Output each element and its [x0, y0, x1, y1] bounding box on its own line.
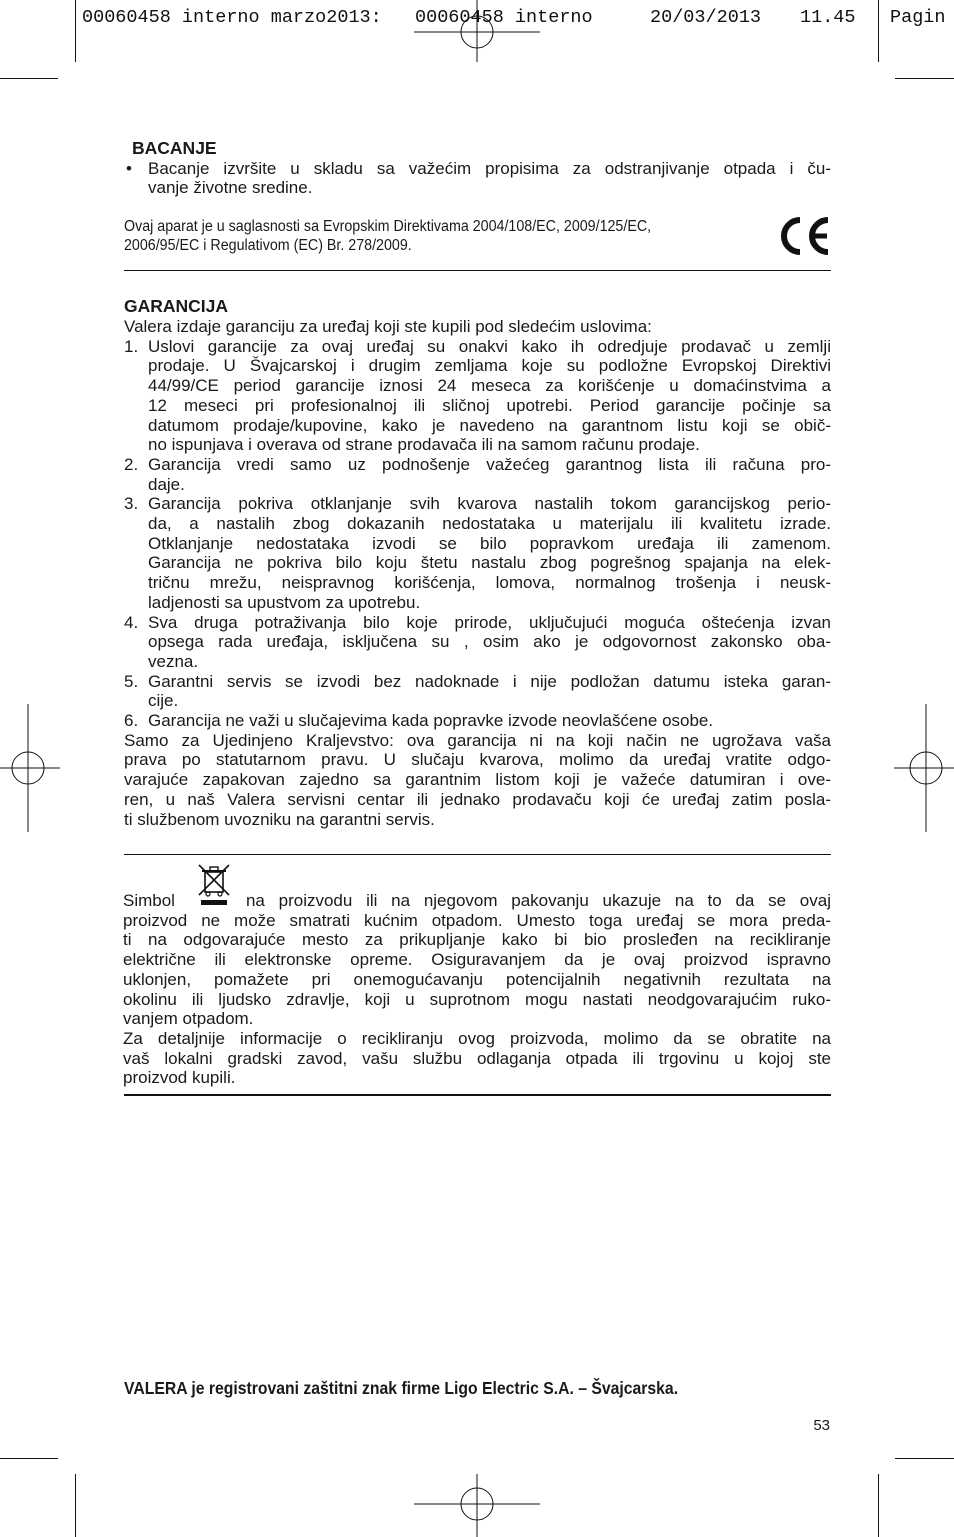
weee-first-line — [123, 891, 831, 911]
weee-section — [123, 891, 831, 1088]
text-line: datumom prodaje/kupovine, kako je navedeno na garantnom listu koji se obič- — [148, 415, 831, 435]
text-line: okolinu ili ljudsko zdravlje, koji u suprotnom mogu nastati neodgovarajućim ruko- — [123, 989, 831, 1009]
disposal-text-line: vanje životne sredine. — [148, 178, 313, 198]
weee-info-paragraph — [123, 1029, 831, 1088]
text-line: Garantni servis se izvodi bez nadoknade i nije podložan datumu isteka garan- — [148, 671, 831, 691]
uk-warranty-note — [124, 731, 831, 830]
section-divider — [124, 854, 831, 855]
text-line: 44/99/CE period garancije iznosi 24 meseca za korišćenje u domaćinstvima a — [148, 376, 831, 396]
text-line: električne ili elektronske opreme. Osiguravanjem da je ovaj proizvod ispravno — [123, 950, 831, 970]
slug-filename: 00060458 interno marzo2013: — [82, 7, 382, 28]
text-line: uklonjen, pomažete pri onemogućavanju potencijalnih negativnih rezultata na — [123, 969, 831, 989]
text-line: vaš lokalni gradski zavod, vašu službu odlaganja otpada ili trgovinu u kojoj ste — [123, 1048, 831, 1068]
weee-first-word: Simbol — [123, 891, 175, 910]
text-line: varajuće zapakovan zajedno sa garantnim listom koji je važeće datumiran i ove- — [124, 770, 831, 790]
slug-date: 20/03/2013 — [650, 7, 762, 28]
text-line: vezna. — [148, 651, 199, 671]
slug-filename-repeat: 00060458 interno — [415, 7, 593, 28]
crop-mark-bottom-left-horizontal — [0, 1458, 58, 1459]
crop-mark-top-left-horizontal — [0, 78, 58, 79]
trademark-notice: VALERA je registrovani zaštitni znak firme Ligo Electric S.A. – Švajcarska. — [124, 1378, 679, 1398]
directive-line: 2006/95/EC i Regulativom (EC) Br. 278/2009. — [124, 237, 412, 254]
crop-mark-top-left-vertical — [75, 0, 76, 62]
text-line: Sva druga potraživanja bilo koje prirode, uključujući moguća oštećenja izvan — [148, 612, 831, 632]
text-line: cije. — [148, 691, 179, 711]
crop-mark-bottom-left-vertical — [75, 1474, 76, 1537]
text-line: daje. — [148, 474, 185, 494]
warranty-condition-item — [124, 711, 831, 731]
warranty-condition-number: 2. — [124, 454, 139, 474]
text-line: proizvod kupili. — [123, 1068, 236, 1088]
weee-paragraph — [123, 911, 831, 1029]
warranty-intro: Valera izdaje garanciju za uređaj koji ste kupili pod sledećim uslovima: — [124, 317, 652, 336]
disposal-section — [124, 139, 831, 198]
text-line: prodaje. U Švajcarskoj i drugim zemljama koje su podložne Evropskoj Direktivi — [148, 356, 831, 376]
disposal-heading: BACANJE — [132, 138, 217, 158]
text-line: da, a nastalih zbog dokazanih nedostataka u materijalu ili kvalitetu izrade. — [148, 514, 831, 534]
text-line: Samo za Ujedinjeno Kraljevstvo: ova garancija ni na koji način ne ugrožava vaša — [124, 730, 831, 750]
crop-mark-bottom-right-vertical — [878, 1474, 879, 1537]
warranty-heading: GARANCIJA — [124, 296, 229, 316]
disposal-bullet-item — [124, 159, 831, 198]
slug-separator — [878, 0, 879, 30]
text-line: prava po statutarnom pravu. U slučaju kvarova, molimo da uređaj vratite odgo- — [124, 750, 831, 770]
warranty-condition-item — [124, 455, 831, 494]
disposal-text-line: Bacanje izvršite u skladu sa važećim propisima za odstranjivanje otpada i ču- — [148, 158, 831, 178]
text-line: 12 meseci pri profesionalnoj ili sličnoj upotrebi. Period garancije počinje sa — [148, 395, 831, 415]
registration-mark-bottom — [412, 1474, 542, 1537]
slug-time: 11.45 — [800, 7, 856, 28]
text-line: Uslovi garancije za ovaj uređaj su onakvi kako ih odredjuje prodavač u zemlji — [148, 336, 831, 356]
crop-mark-bottom-right-horizontal — [895, 1458, 954, 1459]
warranty-condition-item — [124, 613, 831, 672]
warranty-condition-number: 4. — [124, 612, 139, 632]
ce-mark-icon — [778, 216, 832, 256]
text-line: Garancija vredi samo uz podnošenje važećeg garantnog lista ili računa pro- — [148, 454, 831, 474]
text-line: tričnu mrežu, neispravnog korišćenja, lomova, normalnog trošenja i neusk- — [148, 573, 831, 593]
warranty-section — [124, 296, 831, 829]
warranty-condition-item — [124, 494, 831, 612]
text-line: Garancija pokriva otklanjanje svih kvarova nastalih tokom garancijskog perio- — [148, 494, 831, 514]
text-line: opsega rada uređaja, isključena su , osim ako je odgovornost zakonsko oba- — [148, 632, 831, 652]
warranty-condition-item — [124, 337, 831, 455]
text-line: ti na odgovarajuće mesto za prikupljanje kako bi bio prosleđen na recikliranje — [123, 930, 831, 950]
directive-compliance-note — [124, 217, 713, 255]
text-line: no ispunjava i overava od strane prodavača ili na samom računu prodaje. — [148, 435, 700, 455]
text-line: Garancija ne pokriva bilo koju štetu nastalu zbog pogrešnog spajanja na elek- — [148, 553, 831, 573]
text-line: Garancija ne važi u slučajevima kada popravke izvode neovlašćene osobe. — [148, 711, 714, 731]
warranty-conditions-list — [124, 337, 831, 731]
crop-mark-top-right-horizontal — [895, 78, 954, 79]
warranty-condition-number: 5. — [124, 671, 139, 691]
warranty-condition-number: 1. — [124, 336, 139, 356]
warranty-condition-item — [124, 672, 831, 711]
text-line: vanjem otpadom. — [123, 1009, 254, 1029]
weee-first-rest: na proizvodu ili na njegovom pakovanju ukazuje na to da se ovaj — [245, 891, 831, 910]
text-line: ti službenom uvozniku na garantni servis. — [124, 809, 435, 829]
registration-mark-top — [412, 0, 542, 62]
text-line: ladjenosti sa upustvom za upotrebu. — [148, 592, 421, 612]
directive-line: Ovaj aparat je u saglasnosti sa Evropskim Direktivama 2004/108/EC, 2009/125/EC, — [124, 218, 652, 235]
registration-mark-right — [892, 704, 954, 832]
warranty-condition-number: 3. — [124, 494, 139, 514]
text-line: Za detaljnije informacije o recikliranju ovog proizvoda, molimo da se obratite na — [123, 1028, 831, 1048]
slug-page-label: Pagin — [890, 7, 946, 28]
page-number: 53 — [813, 1417, 830, 1434]
text-line: Otklanjanje nedostataka izvodi se bilo popravkom uređaja ili zamenom. — [148, 533, 831, 553]
section-divider-bold — [124, 1094, 831, 1096]
warranty-condition-number: 6. — [124, 711, 139, 731]
bullet-mark: • — [126, 158, 132, 178]
registration-mark-left — [0, 704, 62, 832]
section-divider — [124, 270, 831, 271]
crop-mark-top-right-vertical — [878, 30, 879, 62]
text-line: ren, u naš Valera servisni centar ili jednako prodavaču koji će uređaj zatim posla- — [124, 789, 831, 809]
text-line: proizvod ne može smatrati kućnim otpadom. Umesto toga uređaj se mora preda- — [123, 910, 831, 930]
